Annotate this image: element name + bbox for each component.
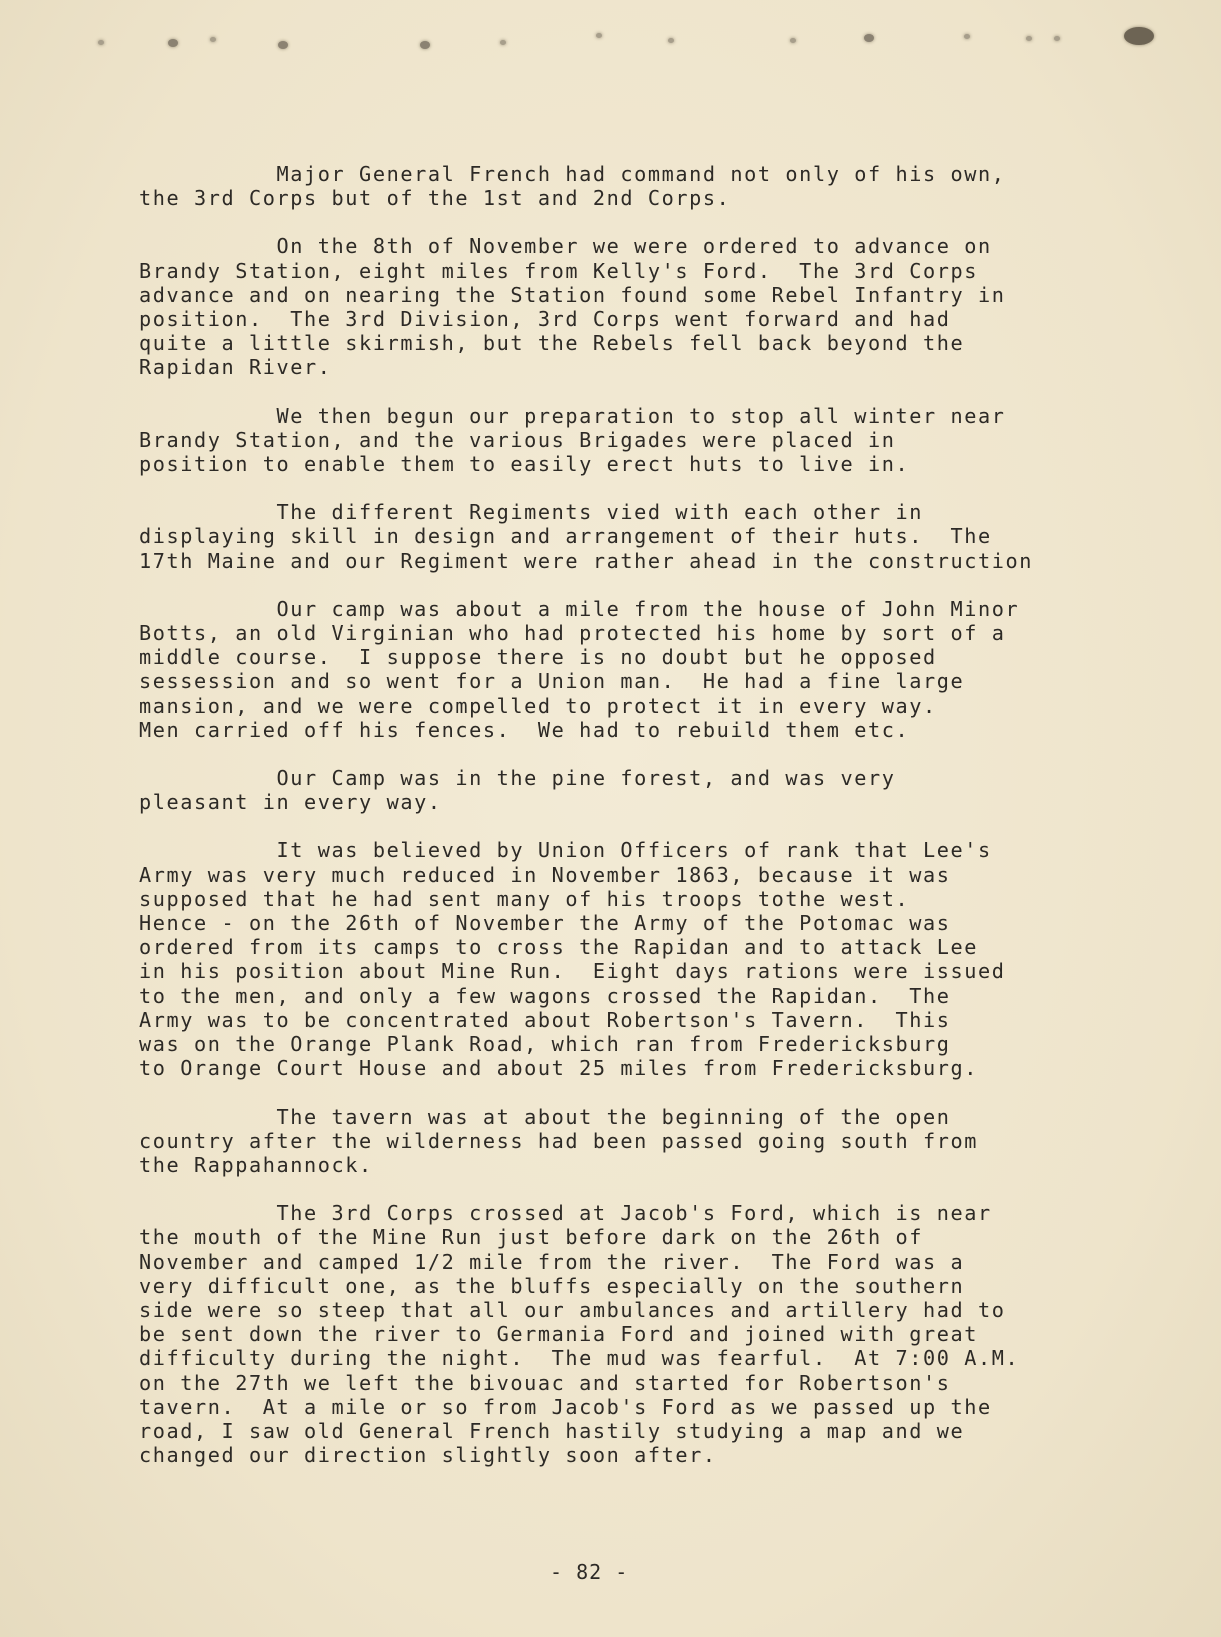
text-line: Army was to be concentrated about Robertson's Tavern. This [139,1007,951,1032]
text-line: very difficult one, as the bluffs especially on the southern [139,1273,965,1298]
text-line: Army was very much reduced in November 1863, because it was [139,862,951,887]
text-line: Major General French had command not only of his own, [139,162,1006,186]
paragraph [139,1105,1099,1178]
punch-hole [964,34,970,39]
text-line: Botts, an old Virginian who had protected his home by sort of a [139,621,1006,646]
text-line: country after the wilderness had been passed going south from [139,1128,978,1153]
text-line: the 3rd Corps but of the 1st and 2nd Corps. [139,186,731,211]
text-line: Our camp was about a mile from the house of John Minor [139,596,1020,621]
text-line: quite a little skirmish, but the Rebels fell back beyond the [139,331,965,356]
text-line: The different Regiments vied with each other in [139,500,923,525]
paragraph [139,1201,1099,1467]
punch-hole [1026,36,1032,41]
text-line: sessession and so went for a Union man. He had a fine large [139,669,965,694]
text-line: be sent down the river to Germania Ford and joined with great [139,1322,978,1347]
text-line: changed our direction slightly soon after. [139,1443,717,1468]
paragraph [139,404,1099,477]
text-line: advance and on nearing the Station found some Rebel Infantry in [139,282,1006,307]
text-line: November and camped 1/2 mile from the river. The Ford was a [139,1249,965,1274]
paragraph [139,500,1099,573]
paragraph [139,597,1099,742]
punch-hole [500,40,506,45]
text-line: Brandy Station, eight miles from Kelly's Ford. The 3rd Corps [139,258,978,283]
text-line: position to enable them to easily erect huts to live in. [139,452,910,477]
text-line: supposed that he had sent many of his troops tothe west. [139,886,910,911]
text-line: in his position about Mine Run. Eight days rations were issued [139,959,1006,984]
punch-holes-strip [0,0,1221,80]
paragraph [139,234,1099,379]
paragraph [139,162,1099,210]
punch-hole [210,37,216,42]
punch-hole [790,38,796,43]
text-line: tavern. At a mile or so from Jacob's Ford as we passed up the [139,1394,992,1419]
text-line: Hence - on the 26th of November the Army of the Potomac was [139,911,951,936]
text-line: 17th Maine and our Regiment were rather ahead in the construction [139,548,1034,573]
text-line: road, I saw old General French hastily studying a map and we [139,1418,965,1443]
text-line: pleasant in every way. [139,790,442,815]
paragraph [139,838,1099,1080]
text-line: the Rappahannock. [139,1152,373,1177]
paragraph [139,766,1099,814]
text-line: difficulty during the night. The mud was fearful. At 7:00 A.M. [139,1346,1020,1371]
text-line: Our Camp was in the pine forest, and was very [139,766,896,791]
text-line: Brandy Station, and the various Brigades were placed in [139,427,896,452]
text-line: was on the Orange Plank Road, which ran from Fredericksburg [139,1032,951,1057]
punch-hole [668,38,674,43]
text-line: displaying skill in design and arrangement of their huts. The [139,524,992,549]
text-line: On the 8th of November we were ordered to advance on [139,234,992,259]
text-line: position. The 3rd Division, 3rd Corps went forward and had [139,307,951,332]
text-line: side were so steep that all our ambulances and artillery had to [139,1297,1006,1322]
text-line: to Orange Court House and about 25 miles from Fredericksburg. [139,1056,978,1081]
punch-hole [278,41,288,49]
text-line: middle course. I suppose there is no doubt but he opposed [139,645,937,670]
text-line: The 3rd Corps crossed at Jacob's Ford, which is near [139,1201,992,1226]
punch-hole [168,39,178,47]
text-line: ordered from its camps to cross the Rapidan and to attack Lee [139,935,978,960]
text-line: to the men, and only a few wagons crossed the Rapidan. The [139,983,951,1008]
punch-hole [98,40,104,45]
text-line: on the 27th we left the bivouac and started for Robertson's [139,1370,951,1395]
text-line: mansion, and we were compelled to protect it in every way. [139,693,937,718]
punch-hole [420,41,430,49]
text-line: the mouth of the Mine Run just before dark on the 26th of [139,1225,923,1250]
text-line: It was believed by Union Officers of rank that Lee's [139,838,992,863]
punch-hole [596,33,602,38]
text-line: Rapidan River. [139,355,332,380]
page-number: - 82 - [550,1560,629,1584]
text-line: We then begun our preparation to stop all winter near [139,403,1006,428]
punch-hole [864,34,874,42]
text-line: The tavern was at about the beginning of the open [139,1104,951,1129]
punch-hole [1124,27,1154,45]
typed-text-body [139,162,1099,1491]
text-line: Men carried off his fences. We had to rebuild them etc. [139,717,910,742]
punch-hole [1054,36,1060,41]
